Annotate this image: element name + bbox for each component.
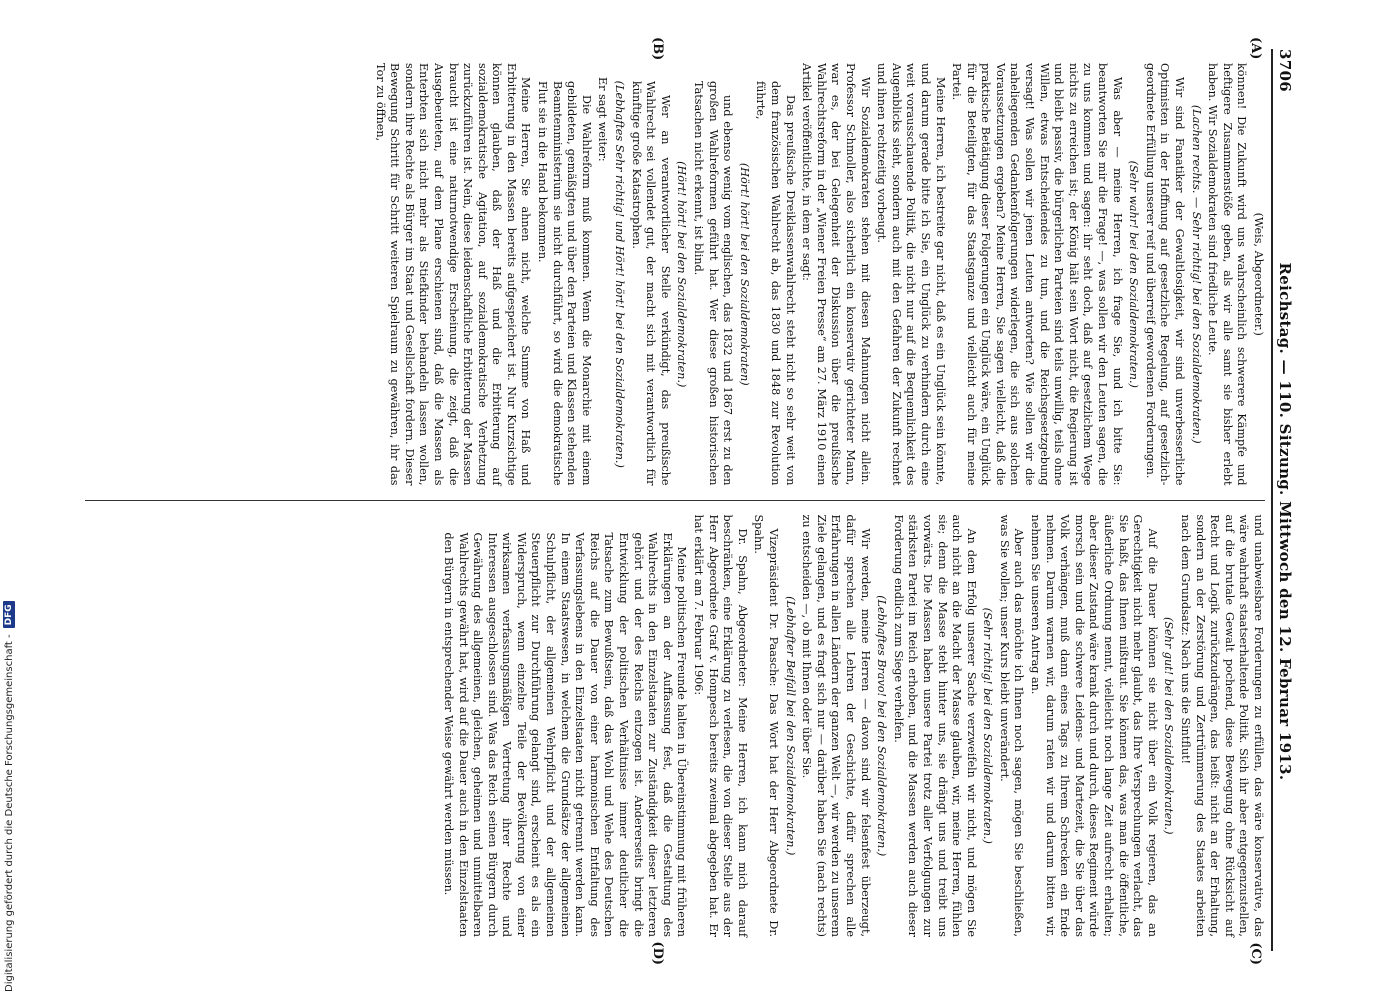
quotation: Die Wahlreform muß kommen. Wenn die Monarchie mit einem gebildeten, gemäßigten und über den Parteien und Klassen stehenden Beamtenministerium sie nicht durchführt, so wird die demokratische Flut sie in die Hand bekommen. <box>536 81 593 486</box>
paragraph: Wir Sozialdemokraten stehen mit diesen Mahnungen nicht allein. Professor Schmoller, also sicherlich ein konservativ gerichteter Mann, war es, der bei Gelegenheit der Diskussion über die preußische Wahlrechtsreform in der „Wiener Freien Presse“ am 27. März 1910 einen Artikel veröffentlichte, in dem er sagt: <box>800 63 872 486</box>
digitization-credit <box>2 0 16 1000</box>
interjection: (Hört! hört! bei den Sozialdemokraten.) <box>675 161 689 388</box>
column-right <box>85 500 1265 952</box>
interjection: (Lachen rechts. — Sehr richtig! bei den Sozialdemokraten.) <box>1189 104 1203 444</box>
interjection: (Lebhafter Beifall bei den Sozialdemokraten.) <box>783 596 797 856</box>
paragraph: können! Die Zukunft wird uns wahrscheinlich schwerere Kämpfe und heftigere Zusammenstöße geben, als wir alle samt sie bisher erlebt haben. Wir Sozialdemokraten sind friedliche Leute. <box>1206 63 1249 486</box>
interjection: (Hört! hört! bei den Sozialdemokraten) <box>737 162 751 386</box>
paragraph: Meine Herren, ich bestreite gar nicht, daß es ein Unglück sein könnte, und darum gerade bitte ich Sie, ein Unglück zu verhindern durch eine weit vorausschauende Politik, die nicht nur auf die Bequemlichkeit des Augenblicks sieht, sondern auch mit den Gefahren der Zukunft rechnet und ihnen rechtzeitig vorbeugt. <box>875 63 947 486</box>
paragraph: und unabweisbare Forderungen zu erfüllen, das wäre konservative, das wäre wahrhaft staatserhaltende Politik. Sich ihr aber entgegenzustellen, auf die brutale Gewalt pochend, diese Bewegung ohne Rücksicht auf Recht und Logik zurückzudrängen, das heißt: nicht an der Erhaltung, sondern an der Zerstörung und Zertrümmerung des Staates arbeiten nach dem Grundsatz: Nach uns die Sintflut! <box>1179 514 1265 937</box>
newspaper-page <box>60 35 1300 965</box>
quotation: Wer an verantwortlicher Stelle verkündigt, das preußische Wahlrecht sei vollendet gut, der macht sich mit verantwortlich für künftige große Katastrophen. <box>629 81 672 486</box>
interjection: (Sehr gut! bei den Sozialdemokraten.) <box>1162 617 1176 835</box>
interjection: (Lebhaftes Sehr richtig! und Hört! hört! bei den Sozialdemokraten.) <box>613 80 627 468</box>
page-running-title: Reichstag. — 110. Sitzung. Mittwoch den 12. Februar 1913. <box>1276 262 1294 781</box>
credit-text: Digitalisierung gefördert durch die Deutsche Forschungsgemeinschaft - <box>3 634 15 992</box>
text-columns <box>85 37 1265 965</box>
interjection: (Sehr wahr! bei den Sozialdemokraten.) <box>1127 160 1141 388</box>
paragraph: Meine Herren, Sie ahnen nicht, welche Summe von Haß und Erbitterung in den Massen bereits aufgespeichert ist. Nur Kurzsichtige können glauben, daß der Haß und die Erbitterung auf sozialdemokratische Agitation, auf sozialdemokratische Verhetzung zurückzuführen ist. Nein, diese leidenschaftliche Erbitterung der Massen braucht ist eine naturnotwendige Erscheinung, die zeigt, daß die Ausgebeuteten, auf dem Plane erschienen sind, daß die Massen als Enterbten sich nicht mehr als Stiefkinder behandeln lassen wollen, sondern ihre Rechte als Bürger im Staat und Gesellschaft fordern. Dieser Bewegung Schritt für Schritt weiteren Spielraum zu gewähren, ihr das Tor zu öffnen, <box>373 63 533 486</box>
speaker-line: (Weis, Abgeordneter.) <box>1252 212 1265 336</box>
quotation: und ebenso wenig vom englischen, das 1832 und 1867 erst zu den großen Wahlreformen geführt hat. Wer diese großen historischen Tatsachen nicht erkennt, ist blind. <box>692 81 735 486</box>
paragraph: Was aber — meine Herren, ich frage Sie, und ich bitte Sie: beantworten Sie mir die Frage! —, was sollen wir den Leuten sagen, die zu uns kommen und sagen: ihr seht doch, daß auf gesetzlichem Wege nichts zu erreichen ist; der König hält sein Wort nicht, die Regierung ist und bleibt passiv, die bürgerlichen Parteien sind teils unwillig, teils ohne Willen, etwas Entscheidendes zu tun, und die Reichsgesetzgebung versagt! Was sollen wir jenen Leuten antworten? Wie sollen wir die naheliegenden Gedankenfolgerungen widerlegen, die sich aus solchen Voraussetzungen ergeben? Meine Herren, Sie sagen vielleicht, daß die praktische Betätigung dieser Folgerungen ein Unglück wäre, ein Unglück für die Beteiligten, für das Staatsganze und vielleicht auch für meine Partei. <box>950 63 1124 486</box>
paragraph: Vizepräsident Dr. Paasche: Das Wort hat der Herr Abgeordnete Dr. Spahn. <box>752 514 780 937</box>
paragraph: An dem Erfolg unserer Sache verzweifeln wir nicht, und mögen Sie auch nicht an die Macht der Masse glauben, wir, meine Herren, fühlen sie; denn die Masse steht hinter uns, sie drängt uns und treibt uns vorwärts. Die Massen haben unsere Partei trotz aller Verfolgungen zur stärksten Partei im Reich erhoben, und die Massen werden auch dieser Forderung endlich zum Siege verhelfen. <box>891 514 978 937</box>
page-number: 3706 <box>1276 49 1294 92</box>
margin-marker-a: (A) <box>1248 37 1263 60</box>
interjection: (Lebhaftes Bravo! bei den Sozialdemokraten.) <box>875 595 889 857</box>
paragraph: Aber auch das möchte ich Ihnen noch sagen, mögen Sie beschließen, was Sie wollen; unser Kurs bleibt unverändert. <box>997 514 1026 937</box>
quotation: Das preußische Dreiklassenwahlrecht steht nicht so sehr weit von dem französischen Wahlrecht ab, das 1830 und 1848 zur Revolution führte, <box>754 81 797 486</box>
margin-marker-c: (C) <box>1248 942 1263 965</box>
dfg-logo: DFG <box>3 601 15 628</box>
paragraph: Auf die Dauer können sie nicht über ein Volk regieren, das an Gerechtigkeit nicht mehr glaubt, das Ihre Versprechungen verlacht, das Sie haßt, das Ihnen mißtraut. Sie können das, was man die öffentliche, äußerliche Ordnung nennt, vielleicht noch lange Zeit aufrecht erhalten; aber dieser Zustand wäre krank durch und durch, dieses Regiment würde morsch sein und die schwere Leidens- und Martezeit, die Sie über das Volk verhängen, muß dann eines Tags zu Ihrem Schrecken ein Ende nehmen. Darum warnen wir, darum raten wir und darum bitten wir, nehmen Sie unseren Antrag an. <box>1029 514 1159 937</box>
paragraph: Wir sind Fanatiker der Gewaltlosigkeit, wir sind unverbesserliche Optimisten in der Hoffnung auf gesetzliche Regelung, auf gesetzlich-geordnete Erfüllung unserer reif und überreif gewordenen Forderungen. <box>1143 63 1187 486</box>
margin-marker-d: (D) <box>650 941 665 965</box>
column-left <box>85 49 1265 500</box>
page-header <box>1271 49 1294 951</box>
paragraph: Er sagt weiter: <box>596 77 610 162</box>
paragraph: Dr. Spahn, Abgeordneter: Meine Herren, ich kann mich darauf beschränken, eine Erklärung zu verlesen, die von dieser Stelle aus der Herr Abgeordnete Graf v. Hompesch bereits zweimal abgegeben hat. Er hat erklärt am 7. Februar 1906: <box>692 514 749 937</box>
margin-marker-b: (B) <box>650 37 665 61</box>
paragraph: Wir werden, meine Herren — davon sind wir felsenfest überzeugt, dafür sprechen alle Lehren der Geschichte, dafür sprechen alle Erfahrungen in allen Ländern der ganzen Welt —, wir werden zu unserem Ziele gelangen, und es fragt sich nur — darüber haben Sie (nach rechts) zu entscheiden —, ob mit Ihnen oder über Sie. <box>800 514 872 937</box>
interjection: (Sehr richtig! bei den Sozialdemokraten.) <box>981 607 995 844</box>
quotation: Meine politischen Freunde halten in Übereinstimmung mit früheren Erklärungen an der Auffassung fest, daß die Gestaltung des Wahlrechts in den Einzelstaaten zur Zuständigkeit dieser letzteren gehört und der des Reichs entzogen ist. Andererseits bringt die Entwicklung der politischen Verhältnisse immer deutlicher die Tatsache zum Bewußtsein, daß das Wohl und Wehe des Deutschen Reichs auf die Dauer von einer harmonischen Entfaltung des Verfassungslebens in den Einzelstaaten nicht getrennt werden kann. In einem Staatswesen, in welchem die Grundsätze der allgemeinen Schulpflicht, der allgemeinen Wehrpflicht und der allgemeinen Steuerpflicht zur Durchführung gelangt sind, erscheint es als ein Widerspruch, wenn einzelne Teile der Bevölkerung von einer wirksamen verfassungsmäßigen Vertretung ihrer Rechte und Interessen ausgeschlossen sind. Was das Reich seinen Bürgern durch Gewährung des allgemeinen, gleichen, geheimen und unmittelbaren Wahlrechts gewährt hat, wird auf die Dauer auch in den Einzelstaaten den Bürgern in entsprechender Weise gewährt werden müssen. <box>441 532 689 937</box>
